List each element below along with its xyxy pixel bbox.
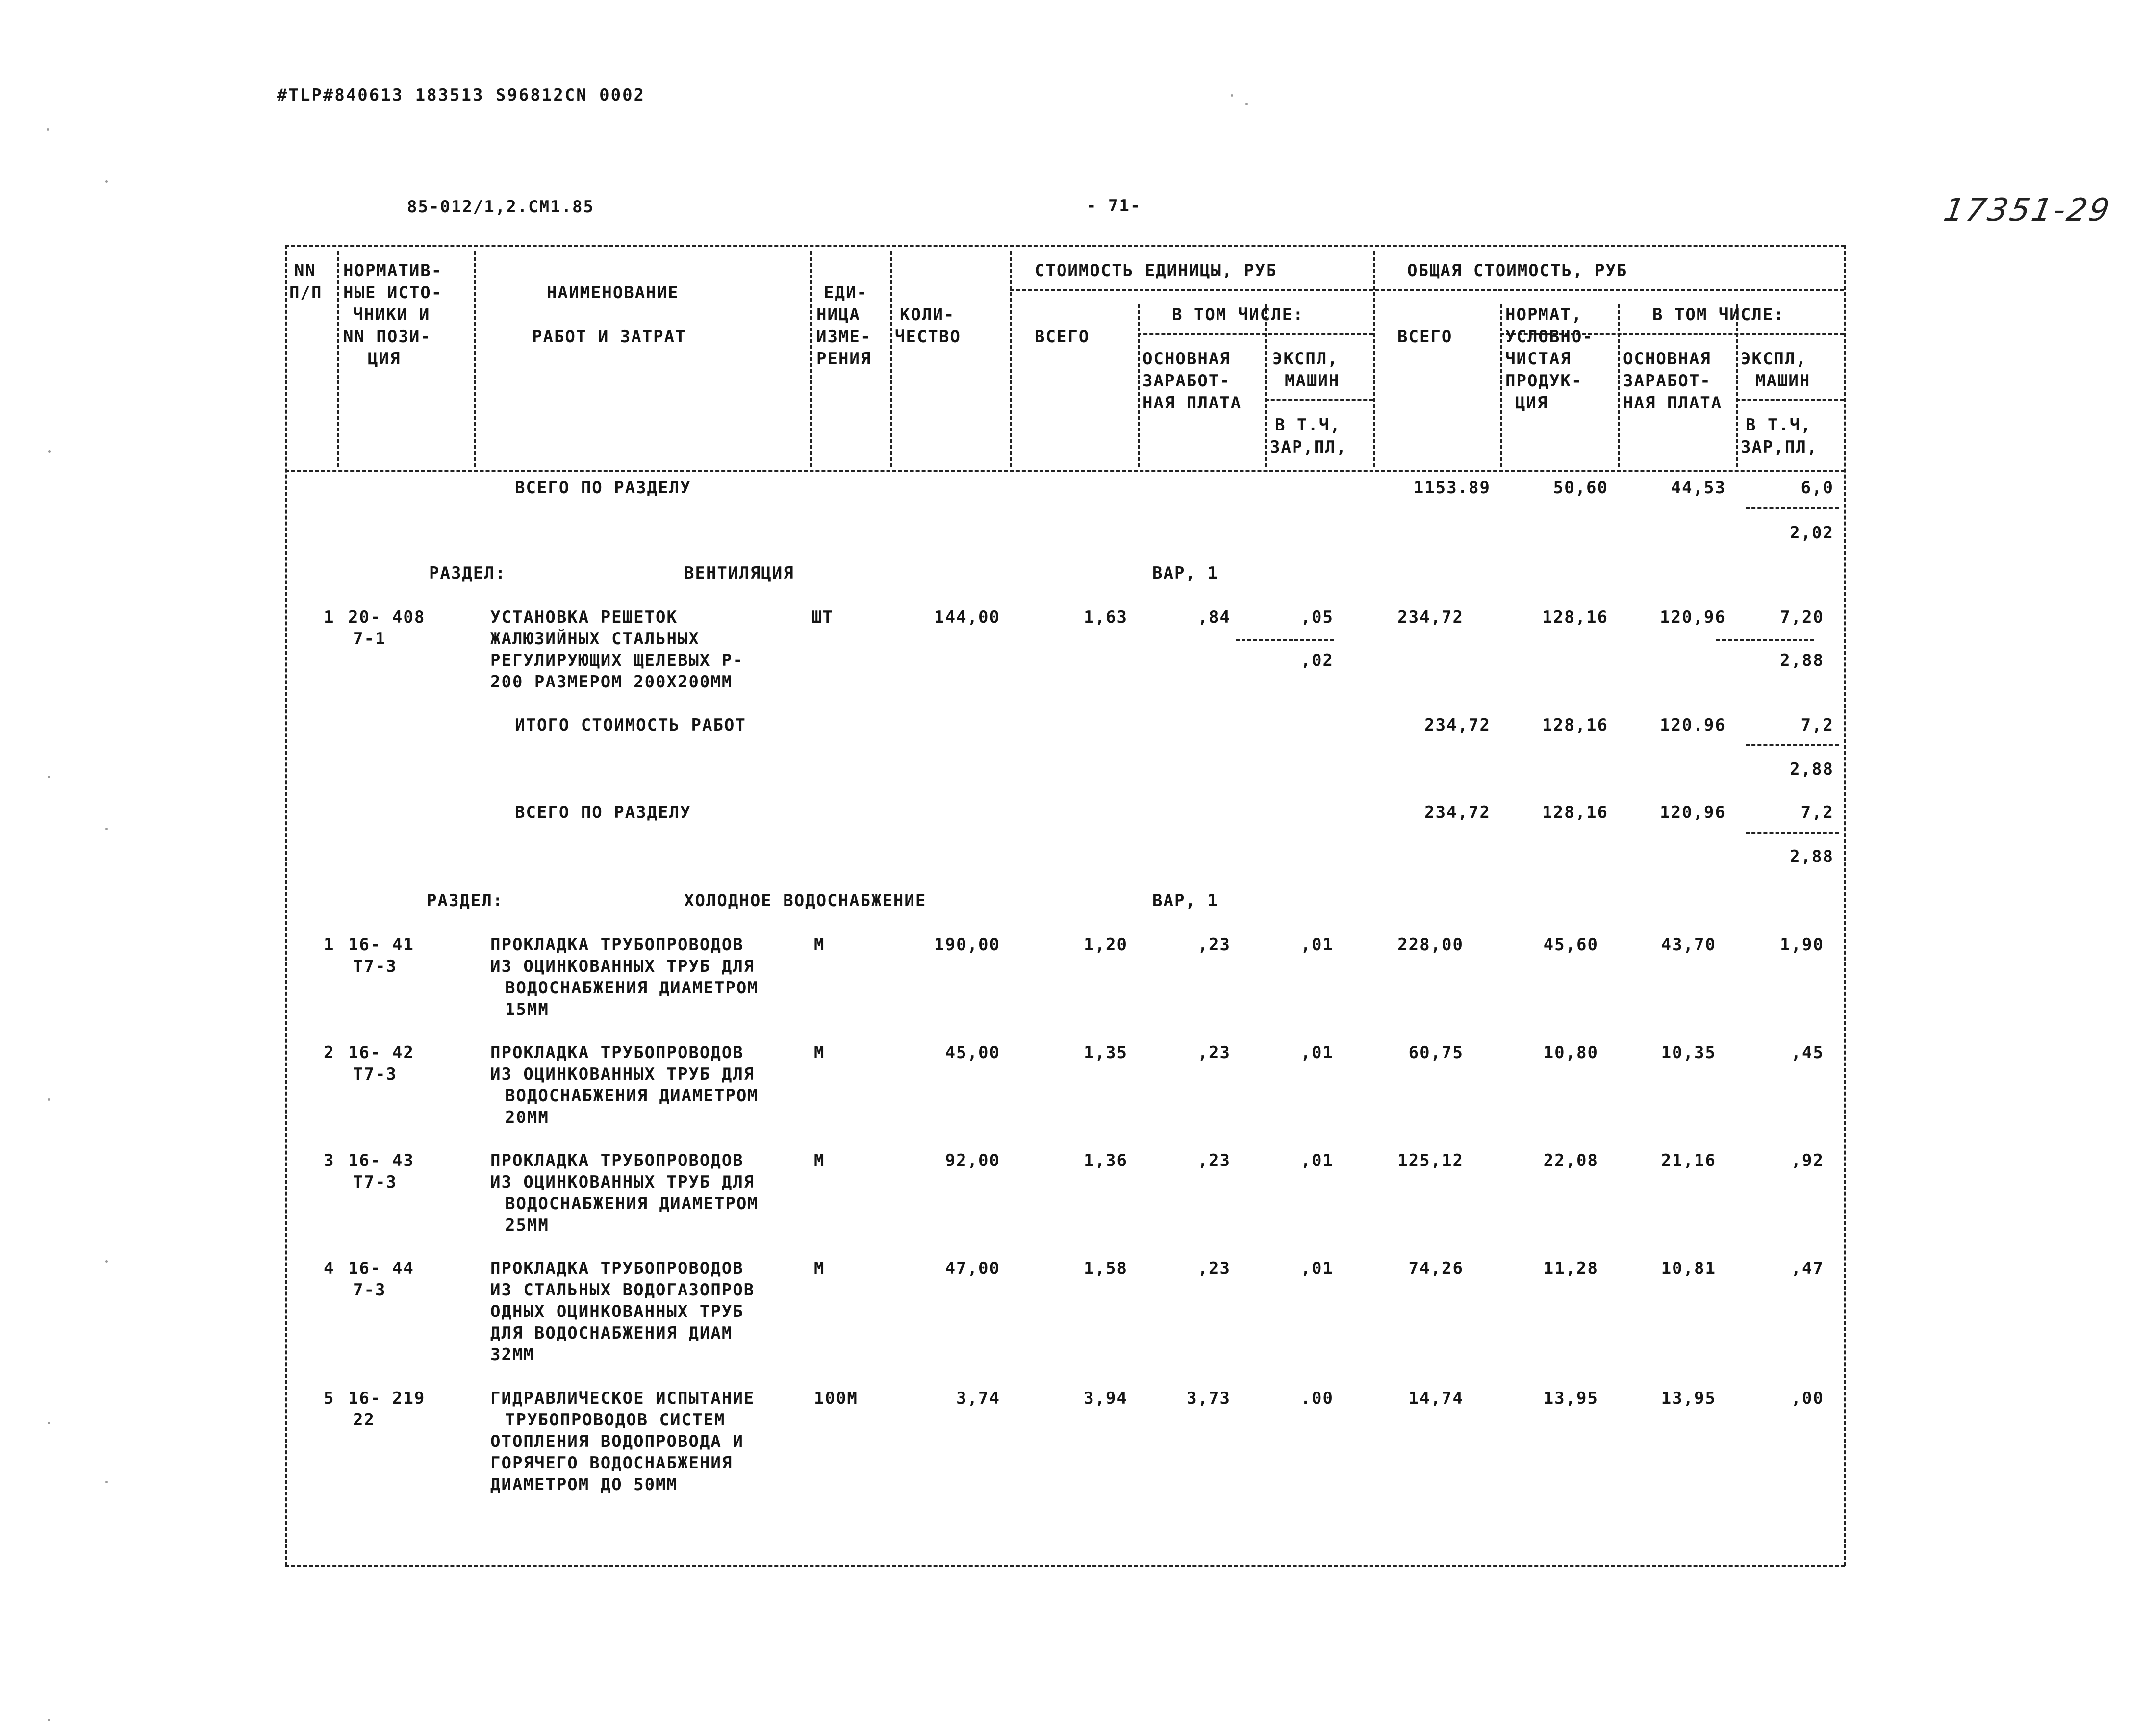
row-qty: 190,00 [934,935,1000,955]
header-normat-1: НОРМАТ, [1505,305,1583,325]
row-name-line: ПРОКЛАДКА ТРУБОПРОВОДОВ [490,1259,744,1278]
row-unit-ekspl: .00 [1300,1389,1334,1408]
header-ekspl-1: ЭКСПЛ, [1272,349,1339,369]
header-ekspl2-1: ЭКСПЛ, [1741,349,1807,369]
section1-itogo-zarpl: 2,88 [1790,759,1834,779]
scan-speck [48,1422,50,1424]
row-total-osn: 10,81 [1661,1259,1716,1278]
header-osn2-2: ЗАРАБОТ- [1623,371,1711,391]
document-code: #TLP#840613 183513 S96812CN 0002 [277,85,646,105]
header-name-1: НАИМЕНОВАНИЕ [547,283,679,303]
header-col-separator [1138,304,1140,467]
section1-itogo-ekspl: 7,2 [1801,715,1834,735]
header-vtch2-2: ЗАР,ПЛ, [1741,437,1818,457]
row-unit-ekspl: ,05 [1300,607,1334,627]
row-unit-zarpl: ,02 [1300,651,1334,670]
row-total-cost: 228,00 [1397,935,1464,955]
row-total-osn: 43,70 [1661,935,1716,955]
row-unit-ekspl: ,01 [1300,1043,1334,1063]
section1-total-zarpl: 2,88 [1790,847,1834,866]
header-normat-4: ПРОДУК- [1505,371,1583,391]
header-subrule [1265,399,1373,401]
header-qty-1: КОЛИ- [900,305,955,325]
row-unit-ekspl: ,01 [1300,935,1334,955]
header-unit-cost: СТОИМОСТЬ ЕДИНИЦЫ, РУБ [1035,261,1277,280]
row-total-osn: 120,96 [1660,607,1726,627]
header-col-separator [1373,251,1375,467]
header-col-separator [1500,304,1502,467]
row-total-normat: 10,80 [1543,1043,1598,1063]
header-norm-2: НЫЕ ИСТО- [343,283,443,303]
row-name-line: ОТОПЛЕНИЯ ВОДОПРОВОДА И [490,1432,744,1451]
scan-speck [47,128,49,131]
header-name-2: РАБОТ И ЗАТРАТ [532,327,686,347]
row-total-ekspl: ,45 [1791,1043,1824,1063]
row-total-normat: 22,08 [1543,1151,1598,1170]
header-osn2-1: ОСНОВНАЯ [1623,349,1711,369]
row-name-line: 200 РАЗМЕРОМ 200Х200ММ [490,672,733,692]
row-total-zarpl: 2,88 [1780,651,1824,670]
scan-speck [105,1260,108,1263]
section1-total-osn: 120,96 [1660,803,1726,822]
section2-variant: ВАР, 1 [1152,891,1218,911]
row-name-line: УСТАНОВКА РЕШЕТОК [490,607,678,627]
section1-itogo-vsego: 234,72 [1424,715,1491,735]
row-unit-osn: ,84 [1197,607,1231,627]
row-name-line: ЖАЛЮЗИЙНЫХ СТАЛЬНЫХ [490,629,700,649]
row-name-line: 25ММ [505,1215,549,1235]
row-total-ekspl: 7,20 [1780,607,1824,627]
subtotal-rule [1746,744,1839,746]
row-unit-ekspl: ,01 [1300,1151,1334,1170]
row-name-line: ИЗ ОЦИНКОВАННЫХ ТРУБ ДЛЯ [490,957,755,976]
document-reference: 85-012/1,2.СМ1.85 [407,197,594,217]
row-total-ekspl: ,92 [1791,1151,1824,1170]
row-total-ekspl: 1,90 [1780,935,1824,955]
row-total-osn: 10,35 [1661,1043,1716,1063]
row-unit-osn: 3,73 [1187,1389,1231,1408]
header-vtch-2: ЗАР,ПЛ, [1270,437,1347,457]
subtotal-rule [1746,832,1839,834]
header-total-vtom: В ТОМ ЧИСЛЕ: [1652,305,1785,325]
row-unit: М [814,935,825,955]
row-code-sub: Т7-3 [353,957,397,976]
row-code: 16- 43 [348,1151,414,1170]
row-unit-osn: ,23 [1197,1151,1231,1170]
total-prev-label: ВСЕГО ПО РАЗДЕЛУ [515,478,691,498]
row-code: 16- 219 [348,1389,426,1408]
row-name-line: ГОРЯЧЕГО ВОДОСНАБЖЕНИЯ [490,1453,733,1473]
row-unit-osn: ,23 [1197,1043,1231,1063]
row-number: 1 [324,935,335,955]
row-total-normat: 13,95 [1543,1389,1598,1408]
scan-speck [1231,94,1233,97]
total-prev-vsego: 1153.89 [1413,478,1491,498]
row-unit-cost: 3,94 [1084,1389,1128,1408]
row-name-line: ВОДОСНАБЖЕНИЯ ДИАМЕТРОМ [505,1086,759,1106]
row-name-line: ИЗ ОЦИНКОВАННЫХ ТРУБ ДЛЯ [490,1172,755,1192]
row-name-line: ОДНЫХ ОЦИНКОВАННЫХ ТРУБ [490,1302,744,1321]
row-name-line: ГИДРАВЛИЧЕСКОЕ ИСПЫТАНИЕ [490,1389,755,1408]
header-unit-4: РЕНИЯ [816,349,872,369]
subtotal-rule [1716,639,1814,641]
header-unit-3: ИЗМЕ- [816,327,872,347]
table-right-border [1844,245,1846,1566]
total-prev-osn: 44,53 [1671,478,1726,498]
row-number: 4 [324,1259,335,1278]
row-name-line: ТРУБОПРОВОДОВ СИСТЕМ [505,1410,726,1430]
row-name-line: ВОДОСНАБЖЕНИЯ ДИАМЕТРОМ [505,1194,759,1214]
header-ekspl2-2: МАШИН [1755,371,1811,391]
header-bottom-border [285,470,1845,472]
header-col-separator [1265,304,1267,467]
header-subrule [1010,289,1844,291]
header-norm-4: NN ПОЗИ- [343,327,431,347]
header-pp: П/П [289,283,323,303]
row-code-sub: 7-3 [353,1280,386,1300]
row-number: 1 [324,607,335,627]
row-unit-osn: ,23 [1197,935,1231,955]
row-qty: 47,00 [945,1259,1000,1278]
section1-total-ekspl: 7,2 [1801,803,1834,822]
header-total-cost: ОБЩАЯ СТОИМОСТЬ, РУБ [1407,261,1628,280]
header-col-separator [810,251,812,467]
row-code: 16- 42 [348,1043,414,1063]
section1-total-vsego: 234,72 [1424,803,1491,822]
row-unit-cost: 1,58 [1084,1259,1128,1278]
row-unit: М [814,1259,825,1278]
row-number: 3 [324,1151,335,1170]
row-code-sub: 22 [353,1410,375,1430]
total-prev-ekspl: 6,0 [1801,478,1834,498]
header-vtch2-1: В Т.Ч, [1746,415,1812,435]
row-code-sub: Т7-3 [353,1172,397,1192]
row-unit: М [814,1151,825,1170]
header-unit-2: НИЦА [816,305,861,325]
handwritten-number: 17351-29 [1941,192,2114,228]
row-name-line: РЕГУЛИРУЮЩИХ ЩЕЛЕВЫХ Р- [490,651,744,670]
subtotal-rule [1746,507,1839,509]
row-total-cost: 74,26 [1408,1259,1464,1278]
scan-speck [1245,103,1248,105]
scan-speck [105,1481,108,1483]
header-total-vsego: ВСЕГО [1397,327,1453,347]
header-subrule [1138,333,1373,335]
section1-label: РАЗДЕЛ: [429,563,507,583]
header-subrule [1736,399,1844,401]
total-prev-zarpl: 2,02 [1790,523,1834,543]
row-total-ekspl: ,00 [1791,1389,1824,1408]
header-ekspl-2: МАШИН [1285,371,1340,391]
row-total-ekspl: ,47 [1791,1259,1824,1278]
row-name-line: ДЛЯ ВОДОСНАБЖЕНИЯ ДИАМ [490,1323,733,1343]
row-number: 2 [324,1043,335,1063]
row-unit: М [814,1043,825,1063]
header-col-separator [1010,251,1012,467]
header-normat-5: ЦИЯ [1515,393,1548,413]
row-name-line: ИЗ СТАЛЬНЫХ ВОДОГАЗОПРОВ [490,1280,755,1300]
row-name-line: ПРОКЛАДКА ТРУБОПРОВОДОВ [490,1043,744,1063]
row-name-line: 20ММ [505,1108,549,1127]
row-total-cost: 60,75 [1408,1043,1464,1063]
row-number: 5 [324,1389,335,1408]
row-name-line: ВОДОСНАБЖЕНИЯ ДИАМЕТРОМ [505,978,759,998]
row-unit: 100М [814,1389,858,1408]
table-bottom-border [285,1565,1845,1567]
header-col-separator [474,251,476,467]
row-name-line: ПРОКЛАДКА ТРУБОПРОВОДОВ [490,1151,744,1170]
section1-total-label: ВСЕГО ПО РАЗДЕЛУ [515,803,691,822]
header-nn: NN [294,261,316,280]
row-code: 16- 41 [348,935,414,955]
scan-speck [48,776,50,778]
header-osn-3: НАЯ ПЛАТА [1142,393,1242,413]
row-qty: 144,00 [934,607,1000,627]
header-col-separator [337,251,339,467]
row-total-osn: 21,16 [1661,1151,1716,1170]
table-top-border [285,245,1845,247]
header-unit-1: ЕДИ- [824,283,868,303]
row-qty: 45,00 [945,1043,1000,1063]
row-unit-cost: 1,63 [1084,607,1128,627]
row-name-line: 32ММ [490,1345,534,1365]
row-name-line: ИЗ ОЦИНКОВАННЫХ ТРУБ ДЛЯ [490,1064,755,1084]
row-unit-ekspl: ,01 [1300,1259,1334,1278]
row-total-normat: 45,60 [1543,935,1598,955]
row-unit: ШТ [812,607,834,627]
section1-itogo-normat: 128,16 [1542,715,1608,735]
header-unit-vsego: ВСЕГО [1035,327,1090,347]
row-unit-cost: 1,36 [1084,1151,1128,1170]
header-unit-vtom: В ТОМ ЧИСЛЕ: [1172,305,1304,325]
scan-speck [48,1098,50,1101]
row-code: 20- 408 [348,607,426,627]
section2-label: РАЗДЕЛ: [427,891,504,911]
section1-itogo-label: ИТОГО СТОИМОСТЬ РАБОТ [515,715,746,735]
row-code: 16- 44 [348,1259,414,1278]
header-col-separator [1736,304,1738,467]
total-prev-normat: 50,60 [1553,478,1608,498]
header-norm-5: ЦИЯ [368,349,401,369]
row-total-osn: 13,95 [1661,1389,1716,1408]
row-code-sub: 7-1 [353,629,386,649]
section1-variant: ВАР, 1 [1152,563,1218,583]
row-total-cost: 125,12 [1397,1151,1464,1170]
page-number: - 71- [1086,196,1141,216]
row-qty: 92,00 [945,1151,1000,1170]
scan-speck [105,180,108,183]
header-osn2-3: НАЯ ПЛАТА [1623,393,1723,413]
row-total-normat: 11,28 [1543,1259,1598,1278]
header-norm-1: НОРМАТИВ- [343,261,443,280]
header-osn-2: ЗАРАБОТ- [1142,371,1231,391]
row-qty: 3,74 [956,1389,1000,1408]
row-total-normat: 128,16 [1542,607,1608,627]
row-code-sub: Т7-3 [353,1064,397,1084]
row-unit-cost: 1,35 [1084,1043,1128,1063]
row-total-cost: 234,72 [1397,607,1464,627]
section2-title: ХОЛОДНОЕ ВОДОСНАБЖЕНИЕ [684,891,927,911]
row-name-line: 15ММ [505,1000,549,1019]
row-total-cost: 14,74 [1408,1389,1464,1408]
header-normat-3: ЧИСТАЯ [1505,349,1572,369]
section1-title: ВЕНТИЛЯЦИЯ [684,563,794,583]
section1-total-normat: 128,16 [1542,803,1608,822]
scan-speck [48,450,51,453]
header-col-separator [890,251,892,467]
header-col-separator [1618,304,1620,467]
row-name-line: ДИАМЕТРОМ ДО 50ММ [490,1475,678,1494]
header-vtch-1: В Т.Ч, [1275,415,1341,435]
header-osn-1: ОСНОВНАЯ [1142,349,1231,369]
header-qty-2: ЧЕСТВО [895,327,961,347]
section1-itogo-osn: 120.96 [1660,715,1726,735]
table-left-border [285,245,287,1566]
header-normat-2: УСЛОВНО- [1505,327,1594,347]
row-unit-osn: ,23 [1197,1259,1231,1278]
scan-speck [105,828,108,830]
row-unit-cost: 1,20 [1084,935,1128,955]
row-name-line: ПРОКЛАДКА ТРУБОПРОВОДОВ [490,935,744,955]
subtotal-rule [1236,639,1334,641]
header-norm-3: ЧНИКИ И [353,305,431,325]
